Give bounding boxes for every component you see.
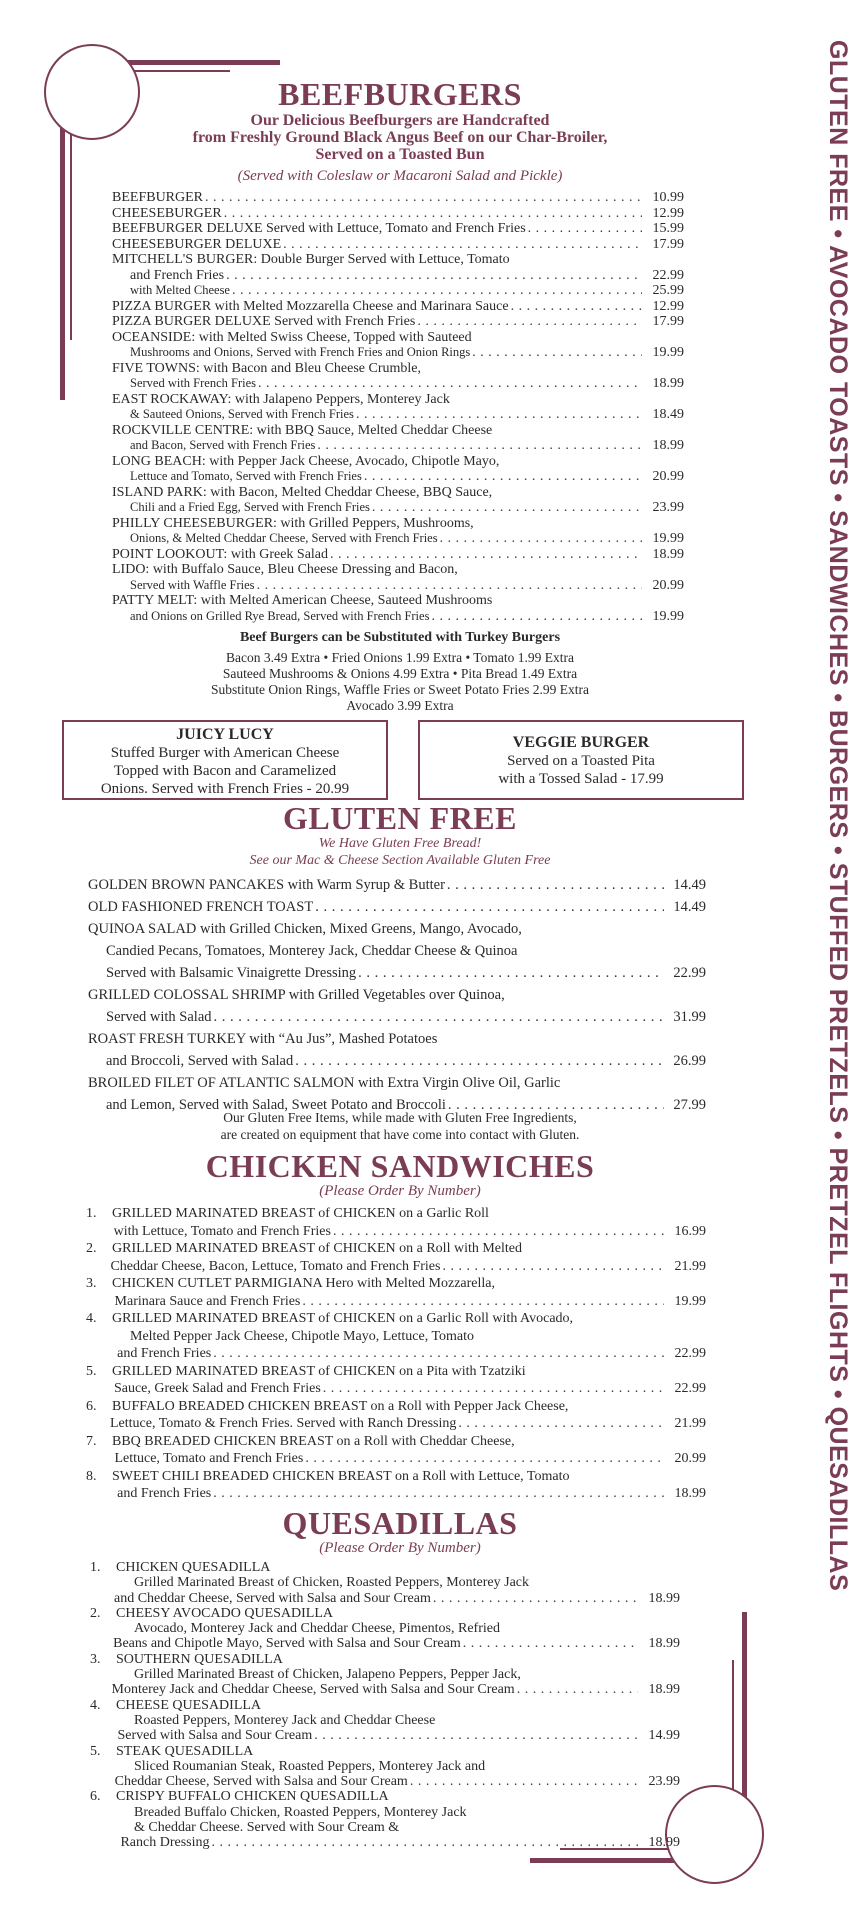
extra-option-line: Substitute Onion Rings, Waffle Fries or Sweet Potato Fries 2.99 Extra xyxy=(211,682,589,697)
menu-item-row xyxy=(86,1433,706,1451)
item-number: 3. xyxy=(86,1276,97,1291)
leader-dots xyxy=(458,1415,664,1433)
leader-dots xyxy=(442,1258,664,1276)
item-text: ROCKVILLE CENTRE: with BBQ Sauce, Melted Cheddar Cheese xyxy=(112,422,493,438)
item-price: 18.99 xyxy=(648,1682,680,1698)
chicken-menu-list xyxy=(86,1205,706,1503)
menu-item-row xyxy=(86,1415,706,1433)
menu-item-row xyxy=(90,1789,680,1804)
item-number: 8. xyxy=(86,1468,97,1484)
menu-item-row xyxy=(112,345,684,361)
leader-dots xyxy=(205,190,642,206)
item-text: GRILLED MARINATED BREAST of CHICKEN on a Garlic Roll with Avocado, xyxy=(112,1311,574,1326)
leader-dots xyxy=(372,500,642,516)
menu-item-row xyxy=(112,221,684,237)
item-text: CHEESEBURGER xyxy=(112,205,222,221)
leader-dots xyxy=(317,438,642,454)
juicy-lucy-title: JUICY LUCY xyxy=(176,726,274,743)
leader-dots xyxy=(232,283,642,299)
item-text: BEEFBURGER xyxy=(112,190,204,205)
item-number: 1. xyxy=(86,1206,97,1221)
leader-dots xyxy=(283,237,642,253)
menu-item-row xyxy=(112,268,684,284)
item-text: Lettuce and Tomato, Served with French Fries xyxy=(130,469,362,483)
leader-dots xyxy=(440,531,642,547)
item-number: 5. xyxy=(86,1363,97,1379)
menu-item-row xyxy=(112,376,684,392)
menu-item-row xyxy=(86,1223,706,1241)
item-number: 5. xyxy=(90,1743,101,1759)
leader-dots xyxy=(528,221,642,237)
item-price: 17.99 xyxy=(652,314,684,329)
item-text: OCEANSIDE: with Melted Swiss Cheese, Topped with Sauteed xyxy=(112,329,472,345)
item-text: Lettuce, Tomato and French Fries xyxy=(114,1451,304,1466)
item-text: Onions, & Melted Cheddar Cheese, Served with French Fries xyxy=(130,531,438,545)
item-text: Chili and a Fried Egg, Served with French Fries xyxy=(130,500,370,514)
item-text: & Cheddar Cheese. Served with Sour Cream & xyxy=(134,1820,400,1836)
item-text: Served with Salsa and Sour Cream xyxy=(117,1728,313,1744)
leader-dots xyxy=(257,578,642,594)
item-number: 3. xyxy=(90,1651,101,1667)
gluten-free-title: GLUTEN FREE xyxy=(283,800,517,836)
juicy-lucy-line: Topped with Bacon and Caramelized xyxy=(113,763,337,779)
item-text: QUINOA SALAD with Grilled Chicken, Mixed Greens, Mango, Avocado, xyxy=(88,921,522,937)
menu-item-row xyxy=(86,1275,706,1293)
leader-dots xyxy=(417,314,642,330)
leader-dots xyxy=(356,407,642,423)
leader-dots xyxy=(410,1774,638,1789)
deco-horizontal-bar xyxy=(110,60,280,65)
item-price: 18.99 xyxy=(652,546,684,562)
menu-item-row xyxy=(112,423,684,439)
quesadillas-title: QUESADILLAS xyxy=(282,1505,518,1541)
item-text: CHEESY AVOCADO QUESADILLA xyxy=(116,1605,334,1621)
menu-item-row xyxy=(90,1728,680,1743)
item-text: BEEFBURGER DELUXE Served with Lettuce, Tomato and French Fries xyxy=(112,221,526,236)
juicy-lucy-box xyxy=(62,720,388,800)
menu-item-row xyxy=(88,1072,706,1094)
beefburger-menu-list xyxy=(112,190,684,624)
menu-item-row xyxy=(112,500,684,516)
item-text: GRILLED MARINATED BREAST of CHICKEN on a Garlic Roll xyxy=(112,1206,489,1221)
gluten-free-sub-2: See our Mac & Cheese Section Available Gluten Free xyxy=(249,853,551,868)
menu-item-row xyxy=(90,1713,680,1728)
beef-subtitle-3: Served on a Toasted Bun xyxy=(315,146,485,163)
menu-item-row xyxy=(86,1293,706,1311)
menu-item-row xyxy=(90,1606,680,1621)
menu-item-row xyxy=(112,469,684,485)
leader-dots xyxy=(258,376,642,392)
item-price: 18.99 xyxy=(648,1636,680,1652)
menu-item-row xyxy=(90,1621,680,1636)
leader-dots xyxy=(463,1636,638,1651)
item-text: Sliced Roumanian Steak, Roasted Peppers, Monterey Jack and xyxy=(134,1758,486,1774)
item-text: and French Fries xyxy=(117,1486,212,1501)
veggie-burger-box xyxy=(418,720,744,800)
item-price: 20.99 xyxy=(652,469,684,484)
menu-item-row xyxy=(90,1759,680,1774)
beef-subtitle-2: from Freshly Ground Black Angus Beef on our Char-Broiler, xyxy=(192,129,608,146)
item-text: SOUTHERN QUESADILLA xyxy=(116,1651,283,1667)
menu-item-row xyxy=(88,896,706,918)
menu-item-row xyxy=(90,1835,680,1850)
item-text: Served with Salad xyxy=(106,1009,212,1025)
item-price: 19.99 xyxy=(652,531,684,546)
menu-item-row xyxy=(112,283,684,299)
item-price: 22.99 xyxy=(674,1381,706,1396)
item-text: POINT LOOKOUT: with Greek Salad xyxy=(112,546,329,562)
item-text: CHICKEN QUESADILLA xyxy=(116,1560,271,1575)
menu-item-row xyxy=(112,531,684,547)
menu-item-row xyxy=(112,314,684,330)
item-text: and Bacon, Served with French Fries xyxy=(130,438,316,452)
leader-dots xyxy=(431,609,642,625)
menu-item-row xyxy=(112,593,684,609)
menu-item-row xyxy=(112,190,684,206)
item-price: 23.99 xyxy=(652,500,684,515)
beef-subtitle-1: Our Delicious Beefburgers are Handcrafted xyxy=(250,112,550,129)
item-price: 31.99 xyxy=(673,1009,706,1025)
item-price: 18.99 xyxy=(652,438,684,453)
item-price: 22.99 xyxy=(673,965,706,981)
menu-item-row xyxy=(112,516,684,532)
menu-item-row xyxy=(88,1028,706,1050)
item-price: 20.99 xyxy=(674,1451,706,1466)
extra-option-line: Avocado 3.99 Extra xyxy=(346,698,454,713)
item-text: Melted Pepper Jack Cheese, Chipotle Mayo, Lettuce, Tomato xyxy=(130,1328,475,1344)
menu-item-row xyxy=(112,547,684,563)
item-text: Grilled Marinated Breast of Chicken, Roasted Peppers, Monterey Jack xyxy=(134,1575,530,1591)
item-text: GRILLED COLOSSAL SHRIMP with Grilled Vegetables over Quinoa, xyxy=(88,987,505,1003)
quesadillas-order-note: (Please Order By Number) xyxy=(319,1540,481,1556)
item-text: PHILLY CHEESEBURGER: with Grilled Peppers, Mushrooms, xyxy=(112,515,474,531)
item-text: and Broccoli, Served with Salad xyxy=(106,1053,294,1069)
item-price: 14.49 xyxy=(673,899,706,915)
item-text: and French Fries xyxy=(117,1346,212,1361)
beefburgers-title: BEEFBURGERS xyxy=(278,76,522,112)
menu-item-row xyxy=(112,206,684,222)
item-text: PIZZA BURGER with Melted Mozzarella Cheese and Marinara Sauce xyxy=(112,298,509,314)
leader-dots xyxy=(224,206,642,222)
leader-dots xyxy=(517,1682,638,1697)
item-text: ROAST FRESH TURKEY with “Au Jus”, Mashed Potatoes xyxy=(88,1031,438,1047)
item-text: with Melted Cheese xyxy=(130,283,230,297)
menu-item-row xyxy=(112,578,684,594)
item-price: 23.99 xyxy=(648,1774,680,1790)
menu-item-row xyxy=(86,1485,706,1503)
leader-dots xyxy=(314,1728,638,1743)
menu-item-row xyxy=(112,438,684,454)
leader-dots xyxy=(333,1223,664,1241)
menu-item-row xyxy=(112,330,684,346)
item-price: 12.99 xyxy=(652,298,684,314)
item-text: Candied Pecans, Tomatoes, Monterey Jack, Cheddar Cheese & Quinoa xyxy=(106,943,518,959)
menu-item-row xyxy=(86,1363,706,1381)
item-price: 27.99 xyxy=(673,1097,706,1113)
leader-dots xyxy=(330,547,642,563)
item-text: GRILLED MARINATED BREAST of CHICKEN on a Roll with Melted xyxy=(112,1241,522,1256)
item-text: CRISPY BUFFALO CHICKEN QUESADILLA xyxy=(116,1789,389,1805)
item-text: LONG BEACH: with Pepper Jack Cheese, Avocado, Chipotle Mayo, xyxy=(112,453,500,469)
item-text: LIDO: with Buffalo Sauce, Bleu Cheese Dressing and Bacon, xyxy=(112,562,458,577)
item-text: Beans and Chipotle Mayo, Served with Salsa and Sour Cream xyxy=(113,1636,461,1652)
item-text: and Lemon, Served with Salad, Sweet Potato and Broccoli xyxy=(106,1097,446,1113)
item-price: 19.99 xyxy=(674,1293,706,1309)
menu-item-row xyxy=(90,1591,680,1606)
gluten-free-menu-list xyxy=(88,874,706,1116)
item-text: with Lettuce, Tomato and French Fries xyxy=(113,1223,331,1239)
menu-item-row xyxy=(112,609,684,625)
menu-item-row xyxy=(88,984,706,1006)
item-price: 10.99 xyxy=(652,190,684,205)
menu-item-row xyxy=(90,1805,680,1820)
item-text: Lettuce, Tomato & French Fries. Served with Ranch Dressing xyxy=(110,1416,457,1431)
side-banner: GLUTEN FREE • AVOCADO TOASTS • SANDWICHES • BURGERS • STUFFED PRETZELS • PRETZEL FLIGHTS • QUESADILLAS xyxy=(824,40,852,1592)
item-number: 2. xyxy=(86,1241,97,1256)
menu-item-row xyxy=(88,874,706,896)
item-text: & Sauteed Onions, Served with French Fries xyxy=(130,407,354,421)
item-text: CHICKEN CUTLET PARMIGIANA Hero with Melted Mozzarella, xyxy=(112,1276,496,1291)
leader-dots xyxy=(323,1380,664,1398)
chicken-sandwiches-title: CHICKEN SANDWICHES xyxy=(205,1148,595,1184)
chicken-order-note: (Please Order By Number) xyxy=(319,1183,481,1199)
menu-item-row xyxy=(112,407,684,423)
extra-option-line: Sauteed Mushrooms & Onions 4.99 Extra • Pita Bread 1.49 Extra xyxy=(222,666,578,681)
beef-served-note: (Served with Coleslaw or Macaroni Salad and Pickle) xyxy=(237,168,563,184)
item-number: 1. xyxy=(90,1560,101,1575)
item-text: Roasted Peppers, Monterey Jack and Cheddar Cheese xyxy=(134,1712,436,1728)
menu-item-row xyxy=(90,1820,680,1835)
menu-item-row xyxy=(112,392,684,408)
item-number: 2. xyxy=(90,1605,101,1621)
item-text: Avocado, Monterey Jack and Cheddar Cheese, Pimentos, Refried xyxy=(134,1621,500,1637)
leader-dots xyxy=(364,469,642,485)
item-text: BBQ BREADED CHICKEN BREAST on a Roll with Cheddar Cheese, xyxy=(112,1433,515,1449)
item-text: Breaded Buffalo Chicken, Roasted Peppers, Monterey Jack xyxy=(134,1804,467,1820)
item-price: 18.49 xyxy=(652,407,684,422)
gluten-free-warning-2: are created on equipment that have come into contact with Gluten. xyxy=(220,1127,580,1142)
item-text: STEAK QUESADILLA xyxy=(116,1743,254,1759)
item-price: 21.99 xyxy=(674,1416,706,1431)
leader-dots xyxy=(305,1450,664,1468)
menu-item-row xyxy=(90,1774,680,1789)
item-text: PATTY MELT: with Melted American Cheese, Sauteed Mushrooms xyxy=(112,593,493,608)
menu-item-row xyxy=(112,562,684,578)
item-text: BROILED FILET OF ATLANTIC SALMON with Extra Virgin Olive Oil, Garlic xyxy=(88,1075,561,1091)
item-text: and Cheddar Cheese, Served with Salsa and Sour Cream xyxy=(113,1590,431,1606)
item-text: MITCHELL'S BURGER: Double Burger Served with Lettuce, Tomato xyxy=(112,252,510,267)
menu-item-row xyxy=(90,1744,680,1759)
leader-dots xyxy=(302,1293,664,1311)
leader-dots xyxy=(315,896,664,918)
item-text: GOLDEN BROWN PANCAKES with Warm Syrup & Butter xyxy=(88,877,445,893)
menu-item-row xyxy=(90,1636,680,1651)
item-text: Served with French Fries xyxy=(130,376,257,390)
item-price: 22.99 xyxy=(652,267,684,283)
menu-item-row xyxy=(90,1667,680,1682)
menu-item-row xyxy=(88,940,706,962)
item-price: 16.99 xyxy=(674,1223,706,1239)
menu-item-row xyxy=(86,1205,706,1223)
item-text: Grilled Marinated Breast of Chicken, Jalapeno Peppers, Pepper Jack, xyxy=(134,1667,521,1683)
item-price: 15.99 xyxy=(652,221,684,236)
item-price: 17.99 xyxy=(652,236,684,252)
item-price: 19.99 xyxy=(652,608,684,624)
item-text: Cheddar Cheese, Bacon, Lettuce, Tomato and French Fries xyxy=(110,1258,441,1274)
veggie-burger-title: VEGGIE BURGER xyxy=(512,734,650,751)
item-text: and Onions on Grilled Rye Bread, Served with French Fries xyxy=(130,608,430,623)
item-text: Ranch Dressing xyxy=(120,1835,210,1851)
menu-item-row xyxy=(86,1328,706,1346)
veggie-burger-line: with a Tossed Salad - 17.99 xyxy=(498,771,664,787)
menu-item-row xyxy=(90,1575,680,1590)
item-price: 14.49 xyxy=(673,877,706,893)
item-price: 21.99 xyxy=(674,1258,706,1274)
item-number: 4. xyxy=(90,1697,101,1713)
gluten-free-sub-1: We Have Gluten Free Bread! xyxy=(318,836,482,851)
item-number: 6. xyxy=(86,1398,97,1414)
menu-item-row xyxy=(86,1345,706,1363)
item-price: 18.99 xyxy=(648,1590,680,1606)
menu-item-row xyxy=(86,1310,706,1328)
menu-item-row xyxy=(112,485,684,501)
item-text: Cheddar Cheese, Served with Salsa and Sour Cream xyxy=(114,1774,408,1790)
leader-dots xyxy=(511,299,642,315)
menu-item-row xyxy=(86,1398,706,1416)
gluten-free-warning-1: Our Gluten Free Items, while made with Gluten Free Ingredients, xyxy=(223,1110,577,1125)
juicy-lucy-line: Stuffed Burger with American Cheese xyxy=(110,745,340,761)
leader-dots xyxy=(213,1345,664,1363)
menu-item-row xyxy=(90,1652,680,1667)
extras-list xyxy=(0,650,800,714)
item-price: 18.99 xyxy=(648,1835,680,1851)
item-price: 22.99 xyxy=(674,1346,706,1361)
leader-dots xyxy=(211,1835,638,1850)
item-text: Sauce, Greek Salad and French Fries xyxy=(113,1381,321,1396)
leader-dots xyxy=(213,1485,664,1503)
item-price: 25.99 xyxy=(652,283,684,298)
turkey-note: Beef Burgers can be Substituted with Turkey Burgers xyxy=(239,630,561,645)
menu-item-row xyxy=(86,1240,706,1258)
item-text: Monterey Jack and Cheddar Cheese, Served with Salsa and Sour Cream xyxy=(111,1682,515,1698)
item-text: Served with Waffle Fries xyxy=(130,577,255,592)
extra-option-line: Bacon 3.49 Extra • Fried Onions 1.99 Extra • Tomato 1.99 Extra xyxy=(226,650,574,665)
menu-item-row xyxy=(86,1450,706,1468)
item-text: Marinara Sauce and French Fries xyxy=(114,1293,301,1309)
item-text: EAST ROCKAWAY: with Jalapeno Peppers, Monterey Jack xyxy=(112,391,450,407)
item-price: 12.99 xyxy=(652,205,684,221)
item-text: CHEESEBURGER DELUXE xyxy=(112,236,282,252)
item-price: 20.99 xyxy=(652,577,684,593)
menu-item-row xyxy=(112,299,684,315)
item-text: GRILLED MARINATED BREAST of CHICKEN on a Pita with Tzatziki xyxy=(112,1363,526,1379)
item-text: Served with Balsamic Vinaigrette Dressing xyxy=(106,965,357,981)
menu-item-row xyxy=(86,1468,706,1486)
item-text: ISLAND PARK: with Bacon, Melted Cheddar Cheese, BBQ Sauce, xyxy=(112,484,493,500)
item-price: 18.99 xyxy=(674,1486,706,1501)
item-text: CHEESE QUESADILLA xyxy=(116,1697,262,1713)
leader-dots xyxy=(447,874,664,896)
item-number: 6. xyxy=(90,1789,101,1805)
menu-item-row xyxy=(90,1682,680,1697)
item-text: OLD FASHIONED FRENCH TOAST xyxy=(88,899,314,915)
item-number: 7. xyxy=(86,1433,97,1449)
menu-item-row xyxy=(86,1258,706,1276)
veggie-burger-line: Served on a Toasted Pita xyxy=(507,753,655,769)
leader-dots xyxy=(295,1050,664,1072)
menu-item-row xyxy=(88,962,706,984)
item-text: PIZZA BURGER DELUXE Served with French Fries xyxy=(112,314,416,329)
menu-item-row xyxy=(112,237,684,253)
menu-item-row xyxy=(88,1006,706,1028)
menu-item-row xyxy=(86,1380,706,1398)
leader-dots xyxy=(433,1591,638,1606)
menu-item-row xyxy=(88,918,706,940)
item-price: 18.99 xyxy=(652,376,684,391)
item-text: BUFFALO BREADED CHICKEN BREAST on a Roll with Pepper Jack Cheese, xyxy=(112,1398,569,1414)
menu-item-row xyxy=(90,1560,680,1575)
item-price: 26.99 xyxy=(673,1053,706,1069)
leader-dots xyxy=(214,1006,664,1028)
item-text: Mushrooms and Onions, Served with French Fries and Onion Rings xyxy=(130,345,471,359)
item-price: 14.99 xyxy=(648,1728,680,1744)
item-text: and French Fries xyxy=(130,267,225,283)
item-number: 4. xyxy=(86,1311,97,1326)
item-text: SWEET CHILI BREADED CHICKEN BREAST on a Roll with Lettuce, Tomato xyxy=(112,1468,570,1484)
menu-item-row xyxy=(88,1050,706,1072)
menu-item-row xyxy=(90,1698,680,1713)
leader-dots xyxy=(226,268,642,284)
item-price: 19.99 xyxy=(652,345,684,360)
menu-item-row xyxy=(112,454,684,470)
quesadilla-menu-list xyxy=(90,1560,680,1851)
juicy-lucy-line: Onions. Served with French Fries - 20.99 xyxy=(100,781,350,797)
leader-dots xyxy=(358,962,664,984)
menu-item-row xyxy=(112,252,684,268)
leader-dots xyxy=(472,345,642,361)
menu-item-row xyxy=(112,361,684,377)
item-text: FIVE TOWNS: with Bacon and Bleu Cheese Crumble, xyxy=(112,360,421,376)
